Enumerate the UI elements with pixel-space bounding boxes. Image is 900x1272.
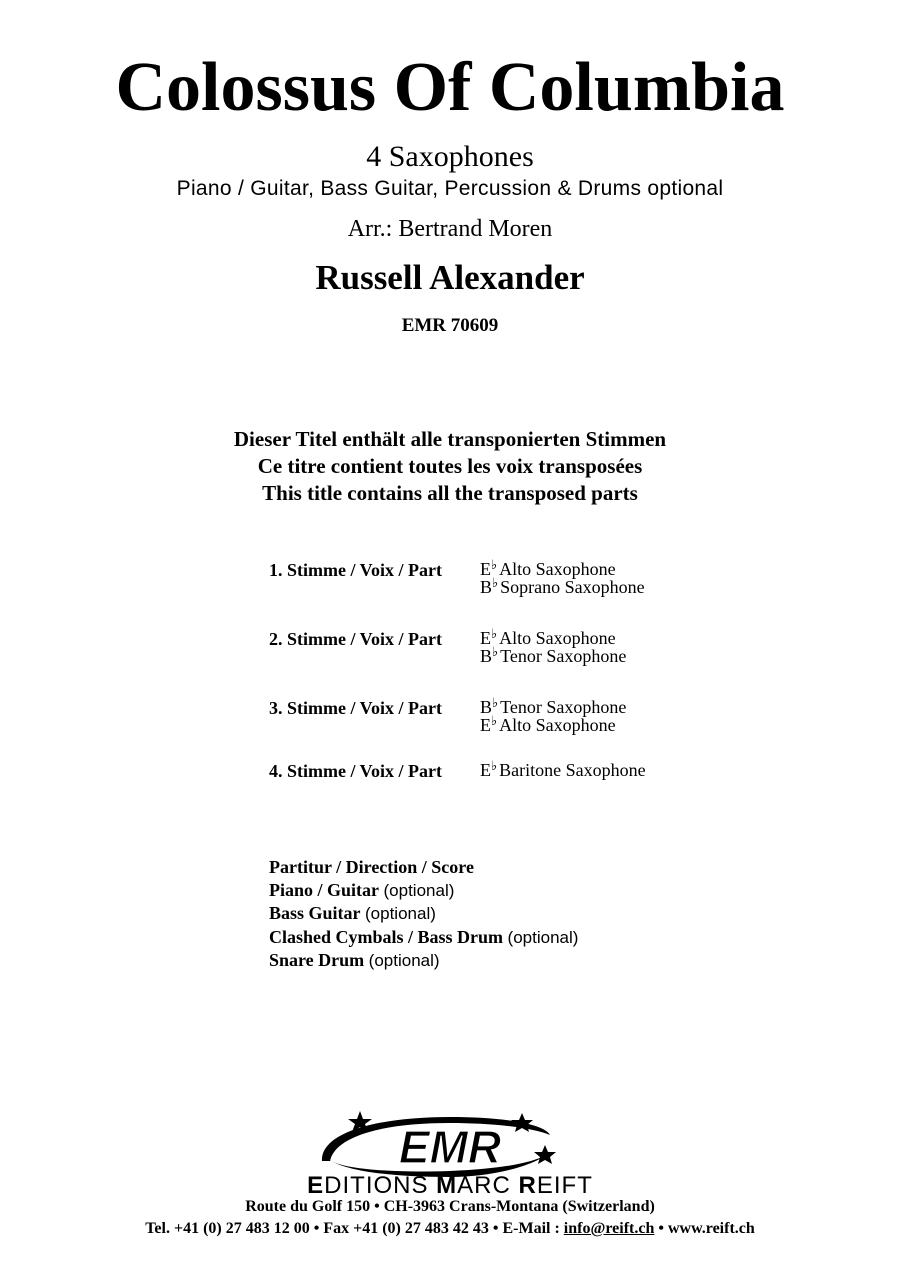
extra-item: Clashed Cymbals / Bass Drum (optional) bbox=[269, 926, 579, 947]
instrument-line: B♭ Soprano Saxophone bbox=[480, 575, 645, 597]
flat-sign: ♭ bbox=[491, 713, 498, 728]
extra-item: Snare Drum (optional) bbox=[269, 950, 440, 970]
part-label: 3. Stimme / Voix / Part bbox=[269, 698, 442, 718]
parts-list bbox=[269, 557, 789, 791]
composer-name: Russell Alexander bbox=[315, 258, 585, 297]
flat-sign: ♭ bbox=[492, 695, 499, 710]
ensemble-subtitle: 4 Saxophones bbox=[366, 140, 534, 173]
part-instruments bbox=[480, 557, 645, 597]
notice-german: Dieser Titel enthält alle transponierten Stimmen bbox=[233, 427, 667, 451]
extra-item: Piano / Guitar (optional) bbox=[269, 879, 455, 900]
emr-logo-text: EMR bbox=[398, 1121, 502, 1173]
instrument-line: E♭ Alto Saxophone bbox=[480, 626, 616, 648]
contact-line: Tel. +41 (0) 27 483 12 00 • Fax +41 (0) 27 483 42 43 • E-Mail : info@reift.ch • www.reift.ch bbox=[145, 1220, 755, 1237]
page-title: Colossus Of Columbia bbox=[115, 49, 785, 126]
flat-sign: ♭ bbox=[492, 644, 499, 659]
transposition-notice bbox=[0, 426, 900, 507]
part-instruments bbox=[480, 695, 627, 735]
instrument-line: E♭ Alto Saxophone bbox=[480, 713, 616, 735]
notice-french: Ce titre contient toutes les voix transposées bbox=[257, 454, 643, 478]
part-row-1 bbox=[269, 557, 789, 629]
emr-logo-graphic bbox=[300, 1105, 600, 1195]
emr-logo bbox=[300, 1105, 600, 1195]
publisher-name: EDITIONS MARC REIFT bbox=[307, 1172, 593, 1195]
catalog-number: EMR 70609 bbox=[401, 315, 499, 336]
part-instruments bbox=[480, 758, 646, 780]
flat-sign: ♭ bbox=[491, 557, 498, 572]
notice-english: This title contains all the transposed parts bbox=[262, 481, 638, 505]
part-row-3 bbox=[269, 695, 789, 761]
flat-sign: ♭ bbox=[491, 758, 498, 773]
part-label: 1. Stimme / Voix / Part bbox=[269, 560, 442, 580]
publisher-address bbox=[0, 1196, 900, 1240]
part-row-2 bbox=[269, 626, 789, 698]
street-address: Route du Golf 150 • CH-3963 Crans-Montana (Switzerland) bbox=[245, 1198, 655, 1215]
arranger-credit: Arr.: Bertrand Moren bbox=[347, 216, 553, 242]
instrument-line: B♭ Tenor Saxophone bbox=[480, 644, 627, 666]
score-extras-list bbox=[269, 856, 769, 973]
email-link[interactable]: info@reift.ch bbox=[563, 1220, 655, 1237]
instrument-line: E♭ Baritone Saxophone bbox=[480, 758, 646, 780]
flat-sign: ♭ bbox=[491, 626, 498, 641]
part-label: 2. Stimme / Voix / Part bbox=[269, 629, 442, 649]
extra-item: Partitur / Direction / Score bbox=[269, 857, 474, 877]
extra-item: Bass Guitar (optional) bbox=[269, 903, 436, 923]
part-instruments bbox=[480, 626, 627, 666]
optional-instruments: Piano / Guitar, Bass Guitar, Percussion & Drums optional bbox=[176, 177, 724, 200]
instrument-line: E♭ Alto Saxophone bbox=[480, 557, 616, 579]
part-label: 4. Stimme / Voix / Part bbox=[269, 761, 442, 781]
instrument-line: B♭ Tenor Saxophone bbox=[480, 695, 627, 717]
flat-sign: ♭ bbox=[492, 575, 499, 590]
part-row-4 bbox=[269, 758, 789, 791]
